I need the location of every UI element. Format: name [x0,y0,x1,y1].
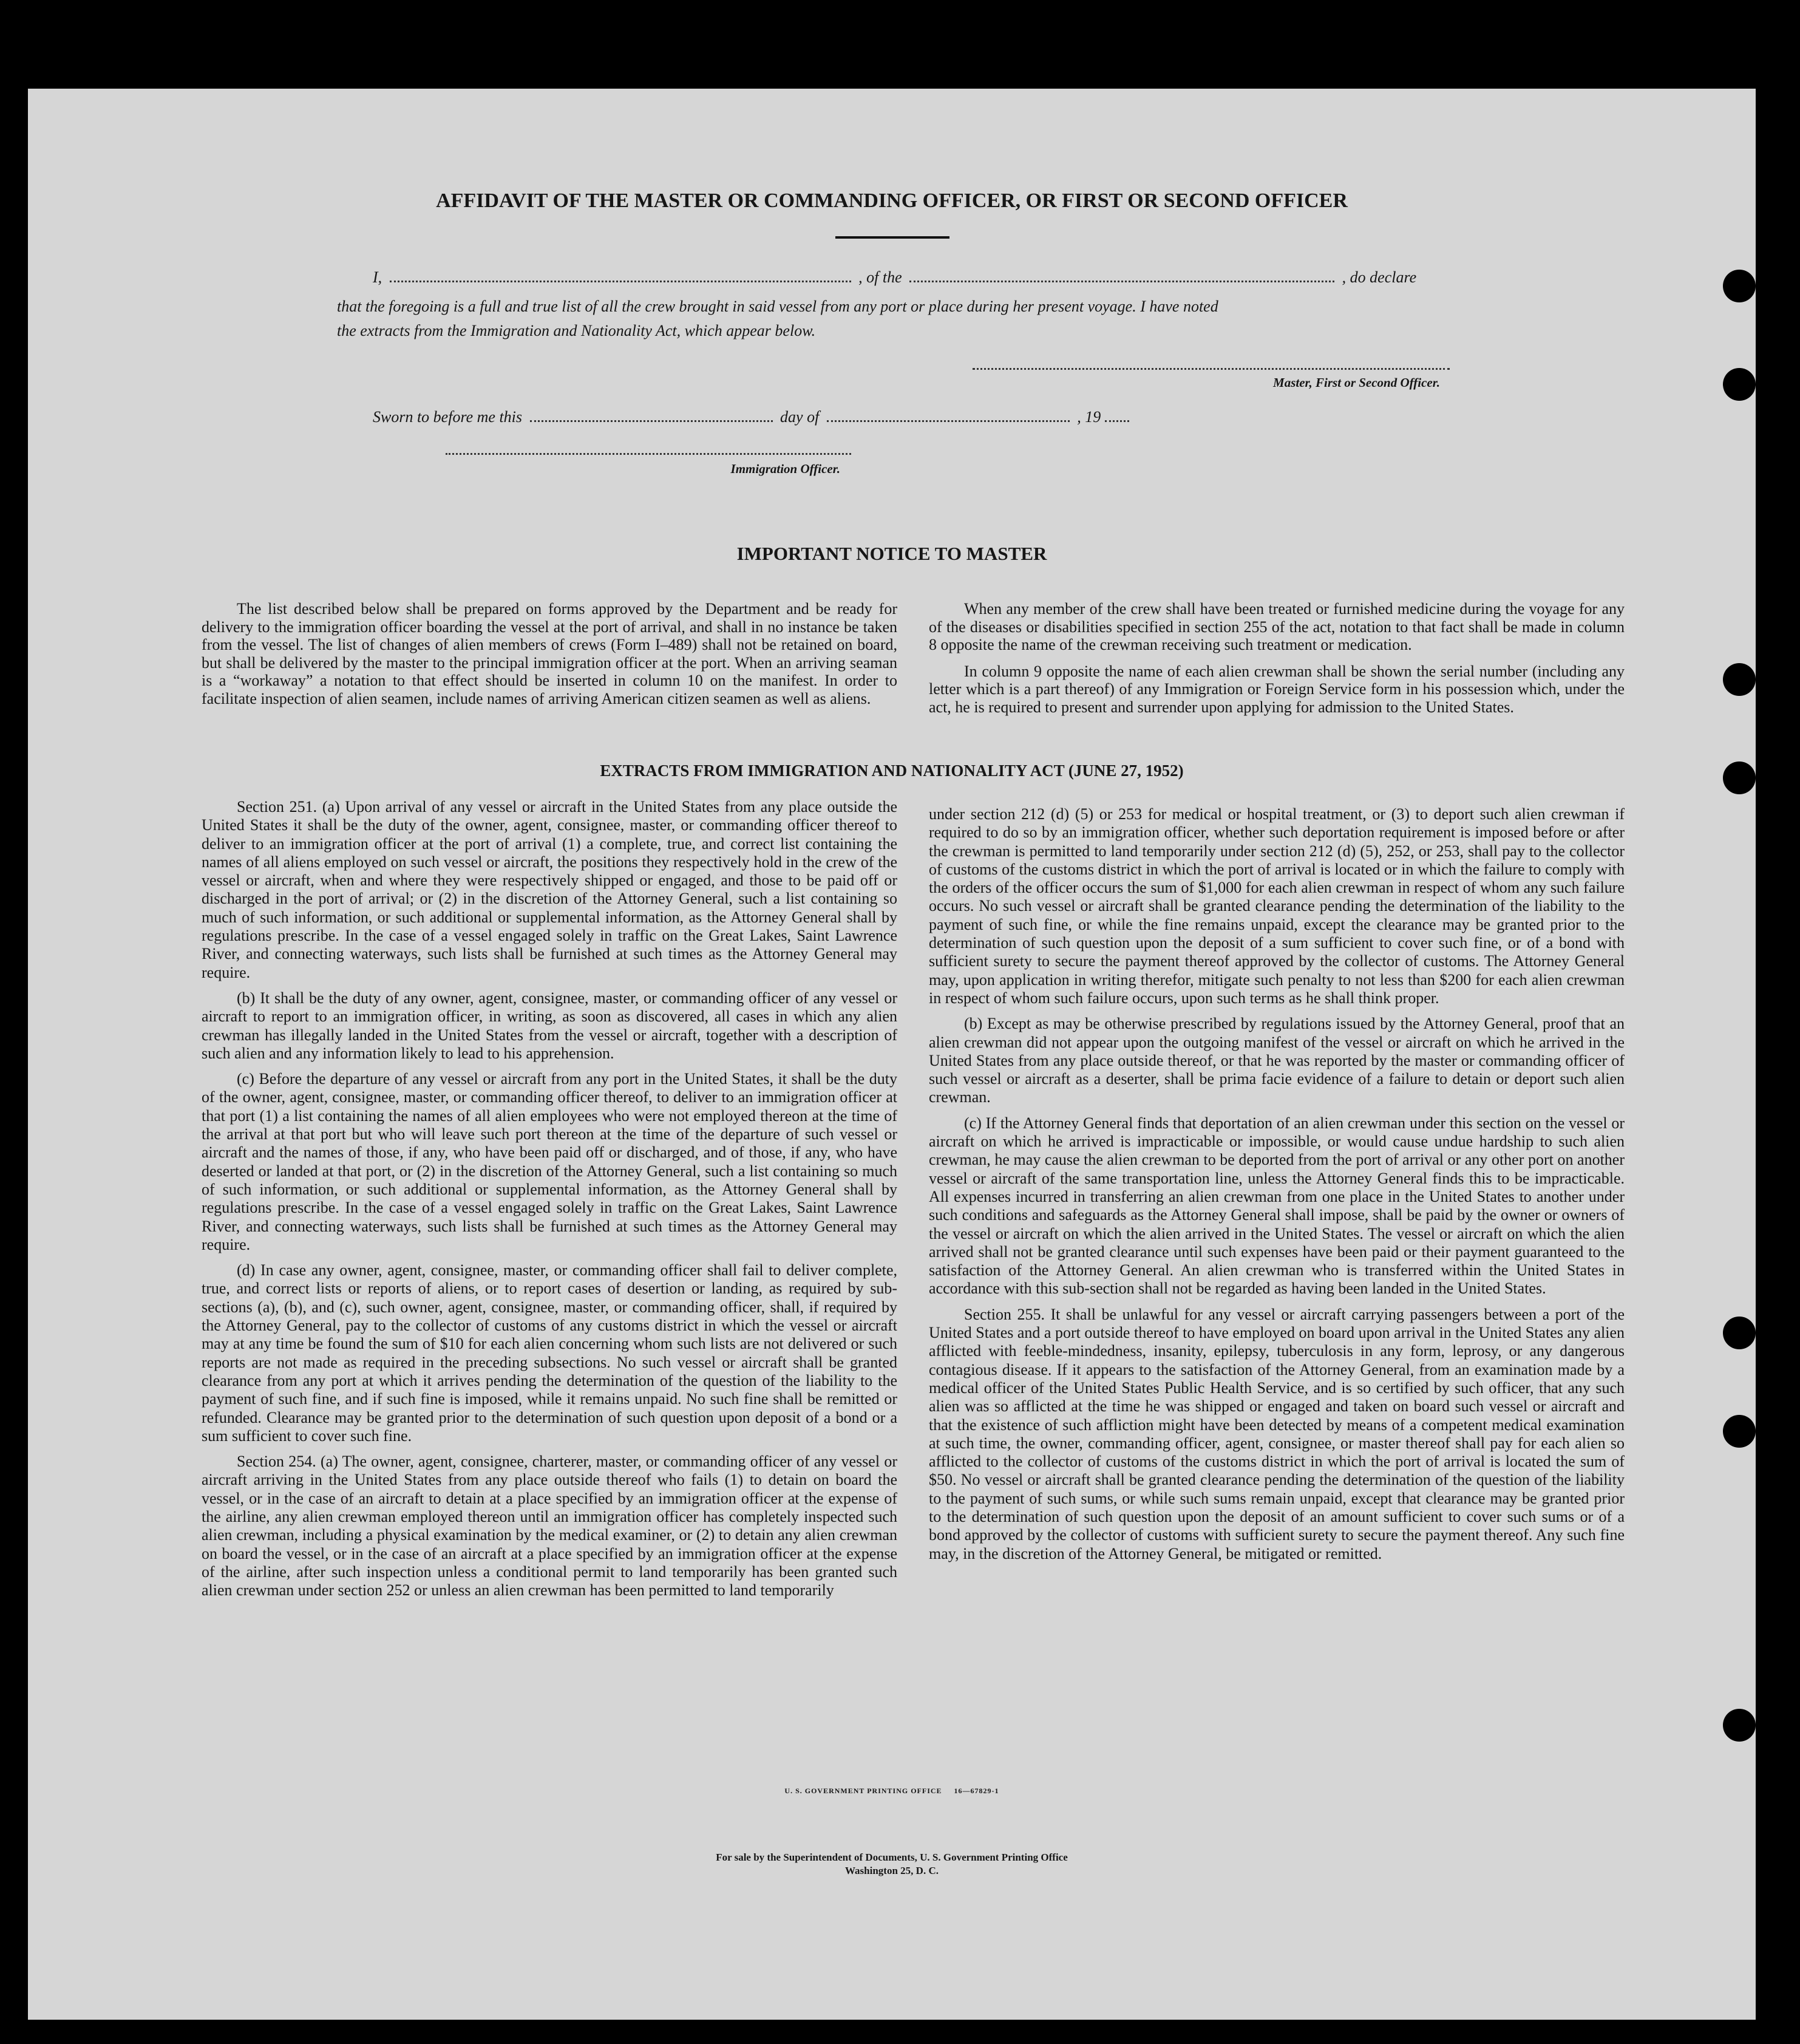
affidavit-title: AFFIDAVIT OF THE MASTER OR COMMANDING OFFICER, OR FIRST OR SECOND OFFICER [436,189,1348,212]
affidavit-declaration-line [373,268,1416,287]
sworn-line [373,408,1133,426]
extracts-left-column [202,798,897,1599]
punch-hole [1723,1317,1756,1349]
punch-hole [1723,663,1756,696]
affidavit-declare-label: , do declare [1342,268,1417,286]
form-sheet [28,89,1756,2020]
sworn-year-field[interactable] [1105,420,1129,422]
punch-hole [1723,1709,1756,1742]
affidavit-statement-line: that the foregoing is a full and true list of all the crew brought in said vessel from any port or place during her present voyage. I have noted [337,298,1218,315]
affidavit-i-label: I, [373,268,382,286]
act-paragraph: (c) If the Attorney General finds that deportation of an alien crewman under this section on the vessel or aircraft on which he arrived is impracticable or impossible, or would cause undue hardship to such alien crewman, he may cause the alien crewman to be deported from the port of arrival or any other port on another vessel or aircraft of the same transportation line, unless the Attorney General finds this to be impracticable. All expenses incurred in transferring an alien crewman from one place in the United States to another under such conditions and safeguards as the Attorney General shall impose, shall be paid by the owner or owners of the vessel or aircraft on which the alien arrived in the United States. The vessel or aircraft on which the alien arrived shall not be granted clearance until such expenses have been paid or their payment guaranteed to the satisfaction of the Attorney General. An alien crewman who is transferred within the United States in accordance with this sub-section shall not be regarded as having been landed in the United States. [929,1114,1625,1298]
act-paragraph: (c) Before the departure of any vessel or aircraft from any port in the United States, it shall be the duty of the owner, agent, consignee, master, or commanding officer thereof, to deliver to an immigration officer at that port (1) a list containing the names of all alien employees who were not employed thereon at the time of the arrival at that port but who will leave such port thereon at the time of the departure of such vessel or aircraft and the names of those, if any, who have been paid off or discharged, and of those, if any, who have deserted or landed at that port, or (2) in the discretion of the Attorney General, such a list containing so much of such information, or such additional or supplemental information, as the Attorney General shall by regulations prescribe. In the case of a vessel engaged solely in traffic on the Great Lakes, Saint Lawrence River, and connecting waterways, such lists shall be furnished at such times as the Attorney General may require. [202,1070,897,1253]
punch-hole [1723,270,1756,302]
year-prefix-label: , 19 [1077,408,1101,426]
punch-hole [1723,368,1756,401]
notice-right-column [929,600,1625,716]
officer-signature-field[interactable] [446,453,851,455]
act-paragraph: Section 254. (a) The owner, agent, consignee, charterer, master, or commanding officer of any vessel or aircraft arriving in the United States from any place outside thereof who fails (1) to detain on board the vessel, or in the case of an aircraft to detain at a place specified by an immigration officer at the expense of the airline, any alien crewman employed thereon until an immigration officer has completely inspected such alien crewman, including a physical examination by the medical examiner, or (2) to detain any alien crewman on board the vessel, or in the case of an aircraft at a place specified by an immigration officer at the expense of the airline, after such inspection unless a conditional permit to land temporarily has been granted such alien crewman under section 252 or unless an alien crewman has been permitted to land temporarily [202,1453,897,1599]
extracts-right-column [929,805,1625,1563]
notice-left-column [202,600,897,707]
act-paragraph: Section 255. It shall be unlawful for any vessel or aircraft carrying passengers between a port of the United States and a port outside thereof to have employed on board upon arrival in the United States any alien afflicted with feeble-mindedness, insanity, epilepsy, tuberculosis in any form, leprosy, or any dangerous contagious disease. If it appears to the satisfaction of the Attorney General, from an examination made by a medical officer of the United States Public Health Service, and is so certified by such officer, that any such alien was so afflicted at the time he was shipped or engaged and taken on board such vessel or aircraft and that the existence of such affliction might have been detected by means of a competent medical examination at such time, the owner, commanding officer, agent, consignee, or master thereof shall pay for each alien so afflicted to the collector of customs of the customs district in which the port of arrival is located the sum of $50. No vessel or aircraft shall be granted clearance pending the determination of the question of the liability to the payment of such sums, or while such sums remain unpaid, except that clearance may be granted prior to the determination of such question upon the deposit of an amount sufficient to cover such sums or of a bond approved by the collector of customs with sufficient surety to secure the payment thereof. Any such fine may, in the discretion of the Attorney General, be mitigated or remitted. [929,1305,1625,1562]
master-signature-field[interactable] [973,368,1450,370]
title-underline [835,236,949,239]
act-paragraph: (b) Except as may be otherwise prescribed by regulations issued by the Attorney General, proof that an alien crewman did not appear upon the outgoing manifest of the vessel or aircraft on which he arrived in the United States from any place outside thereof, or that he was reported by the master or commanding officer of such vessel or aircraft as a deserter, shall be prima facie evidence of a failure to detain or deport such alien crewman. [929,1015,1625,1106]
notice-paragraph: When any member of the crew shall have been treated or furnished medicine during the voyage for any of the diseases or disabilities specified in section 255 of the act, notation to that fact shall be made in column 8 opposite the name of the crewman receiving such treatment or medication. [929,600,1625,653]
for-sale-line: Washington 25, D. C. [845,1865,939,1876]
officer-signature-label: Immigration Officer. [730,462,840,476]
day-of-label: day of [780,408,820,426]
extracts-title: EXTRACTS FROM IMMIGRATION AND NATIONALITY ACT (JUNE 27, 1952) [600,761,1184,780]
punch-hole [1723,1415,1756,1448]
name-field[interactable] [390,281,851,282]
sworn-before-label: Sworn to before me this [373,408,523,426]
notice-paragraph: In column 9 opposite the name of each alien crewman shall be shown the serial number (including any letter which is a part thereof) of any Immigration or Foreign Service form in his possession which, under the act, he is required to present and surrender upon applying for admission to the United States. [929,662,1625,716]
act-paragraph: (b) It shall be the duty of any owner, agent, consignee, master, or commanding officer of any vessel or aircraft to report to an immigration officer, in writing, as soon as discovered, all cases in which any alien crewman has illegally landed in the United States from the vessel or aircraft, together with a description of such alien and any information likely to lead to his apprehension. [202,989,897,1062]
notice-title: IMPORTANT NOTICE TO MASTER [736,543,1047,564]
act-paragraph: under section 212 (d) (5) or 253 for medical or hospital treatment, or (3) to deport such alien crewman if required to do so by an immigration officer, whether such deportation requirement is imposed before or after the crewman is permitted to land temporarily under section 212 (d) (5), 252, or 253, shall pay to the collector of customs of the customs district in which the port of arrival is located or in which the failure to comply with the orders of the officer occurs the sum of $1,000 for each alien crewman in respect of whom any such failure occurs. No such vessel or aircraft shall be granted clearance pending the determination of the liability to the payment of such fine, or while the fine remains unpaid, except the clearance may be granted prior to the determination of such question upon the deposit of a sum sufficient to cover such fine, or of a bond with sufficient surety to secure the payment thereof approved by the collector of customs. The Attorney General may, upon application in writing therefor, mitigate such penalty to not less than $200 for each alien crewman in respect of whom such failure occurs, upon such terms as he shall think proper. [929,805,1625,1007]
printing-office-imprint: U. S. GOVERNMENT PRINTING OFFICE 16—67829-1 [784,1787,999,1795]
affidavit-of-the-label: , of the [858,268,902,286]
master-signature-label: Master, First or Second Officer. [1273,375,1440,390]
affidavit-statement-line: the extracts from the Immigration and Nationality Act, which appear below. [337,322,816,339]
for-sale-line: For sale by the Superintendent of Documents, U. S. Government Printing Office [716,1852,1068,1863]
vessel-field[interactable] [909,281,1334,282]
for-sale-notice [28,1851,1756,1878]
act-paragraph: (d) In case any owner, agent, consignee, master, or commanding officer shall fail to deliver complete, true, and correct lists or reports of aliens, or to report cases of desertion or landing, as required by sub-sections (a), (b), and (c), such owner, agent, consignee, master, or commanding officer, shall, if required by the Attorney General, pay to the collector of customs of any customs district in which the vessel or aircraft may at any time be found the sum of $10 for each alien concerning whom such lists are not delivered or such reports are not made as required in the preceding subsections. No such vessel or aircraft shall be granted clearance from any port at which it arrives pending the determination of the question of the liability to the payment of such fine, and if such fine is imposed, while it remains unpaid. No such fine shall be remitted or refunded. Clearance may be granted prior to the determination of such question upon deposit of a bond or a sum sufficient to cover such fine. [202,1261,897,1445]
act-paragraph: Section 251. (a) Upon arrival of any vessel or aircraft in the United States from any place outside the United States it shall be the duty of the owner, agent, consignee, master, or commanding officer thereof to deliver to an immigration officer at the port of arrival (1) a complete, true, and correct list containing the names of all aliens employed on such vessel or aircraft, the positions they respectively hold in the crew of the vessel or aircraft, when and where they were respectively shipped or engaged, and those to be paid off or discharged in the port of arrival; or (2) in the discretion of the Attorney General, such a list containing so much of such information, or such additional or supplemental information, as the Attorney General shall by regulations prescribe. In the case of a vessel engaged solely in traffic on the Great Lakes, Saint Lawrence River, and connecting waterways, such lists shall be furnished at such times as the Attorney General may require. [202,798,897,981]
sworn-month-field[interactable] [827,420,1070,422]
notice-paragraph: The list described below shall be prepared on forms approved by the Department and be ready for delivery to the immigration officer boarding the vessel at the port of arrival, and shall in no instance be taken from the vessel. The list of changes of alien members of crews (Form I–489) shall not be retained on board, but shall be delivered by the master to the principal immigration officer at the port. When an arriving seaman is a “workaway” a notation to that effect should be inserted in column 10 on the manifest. In order to facilitate inspection of alien seamen, include names of arriving American citizen seamen as well as aliens. [202,600,897,707]
sworn-day-field[interactable] [530,420,773,422]
